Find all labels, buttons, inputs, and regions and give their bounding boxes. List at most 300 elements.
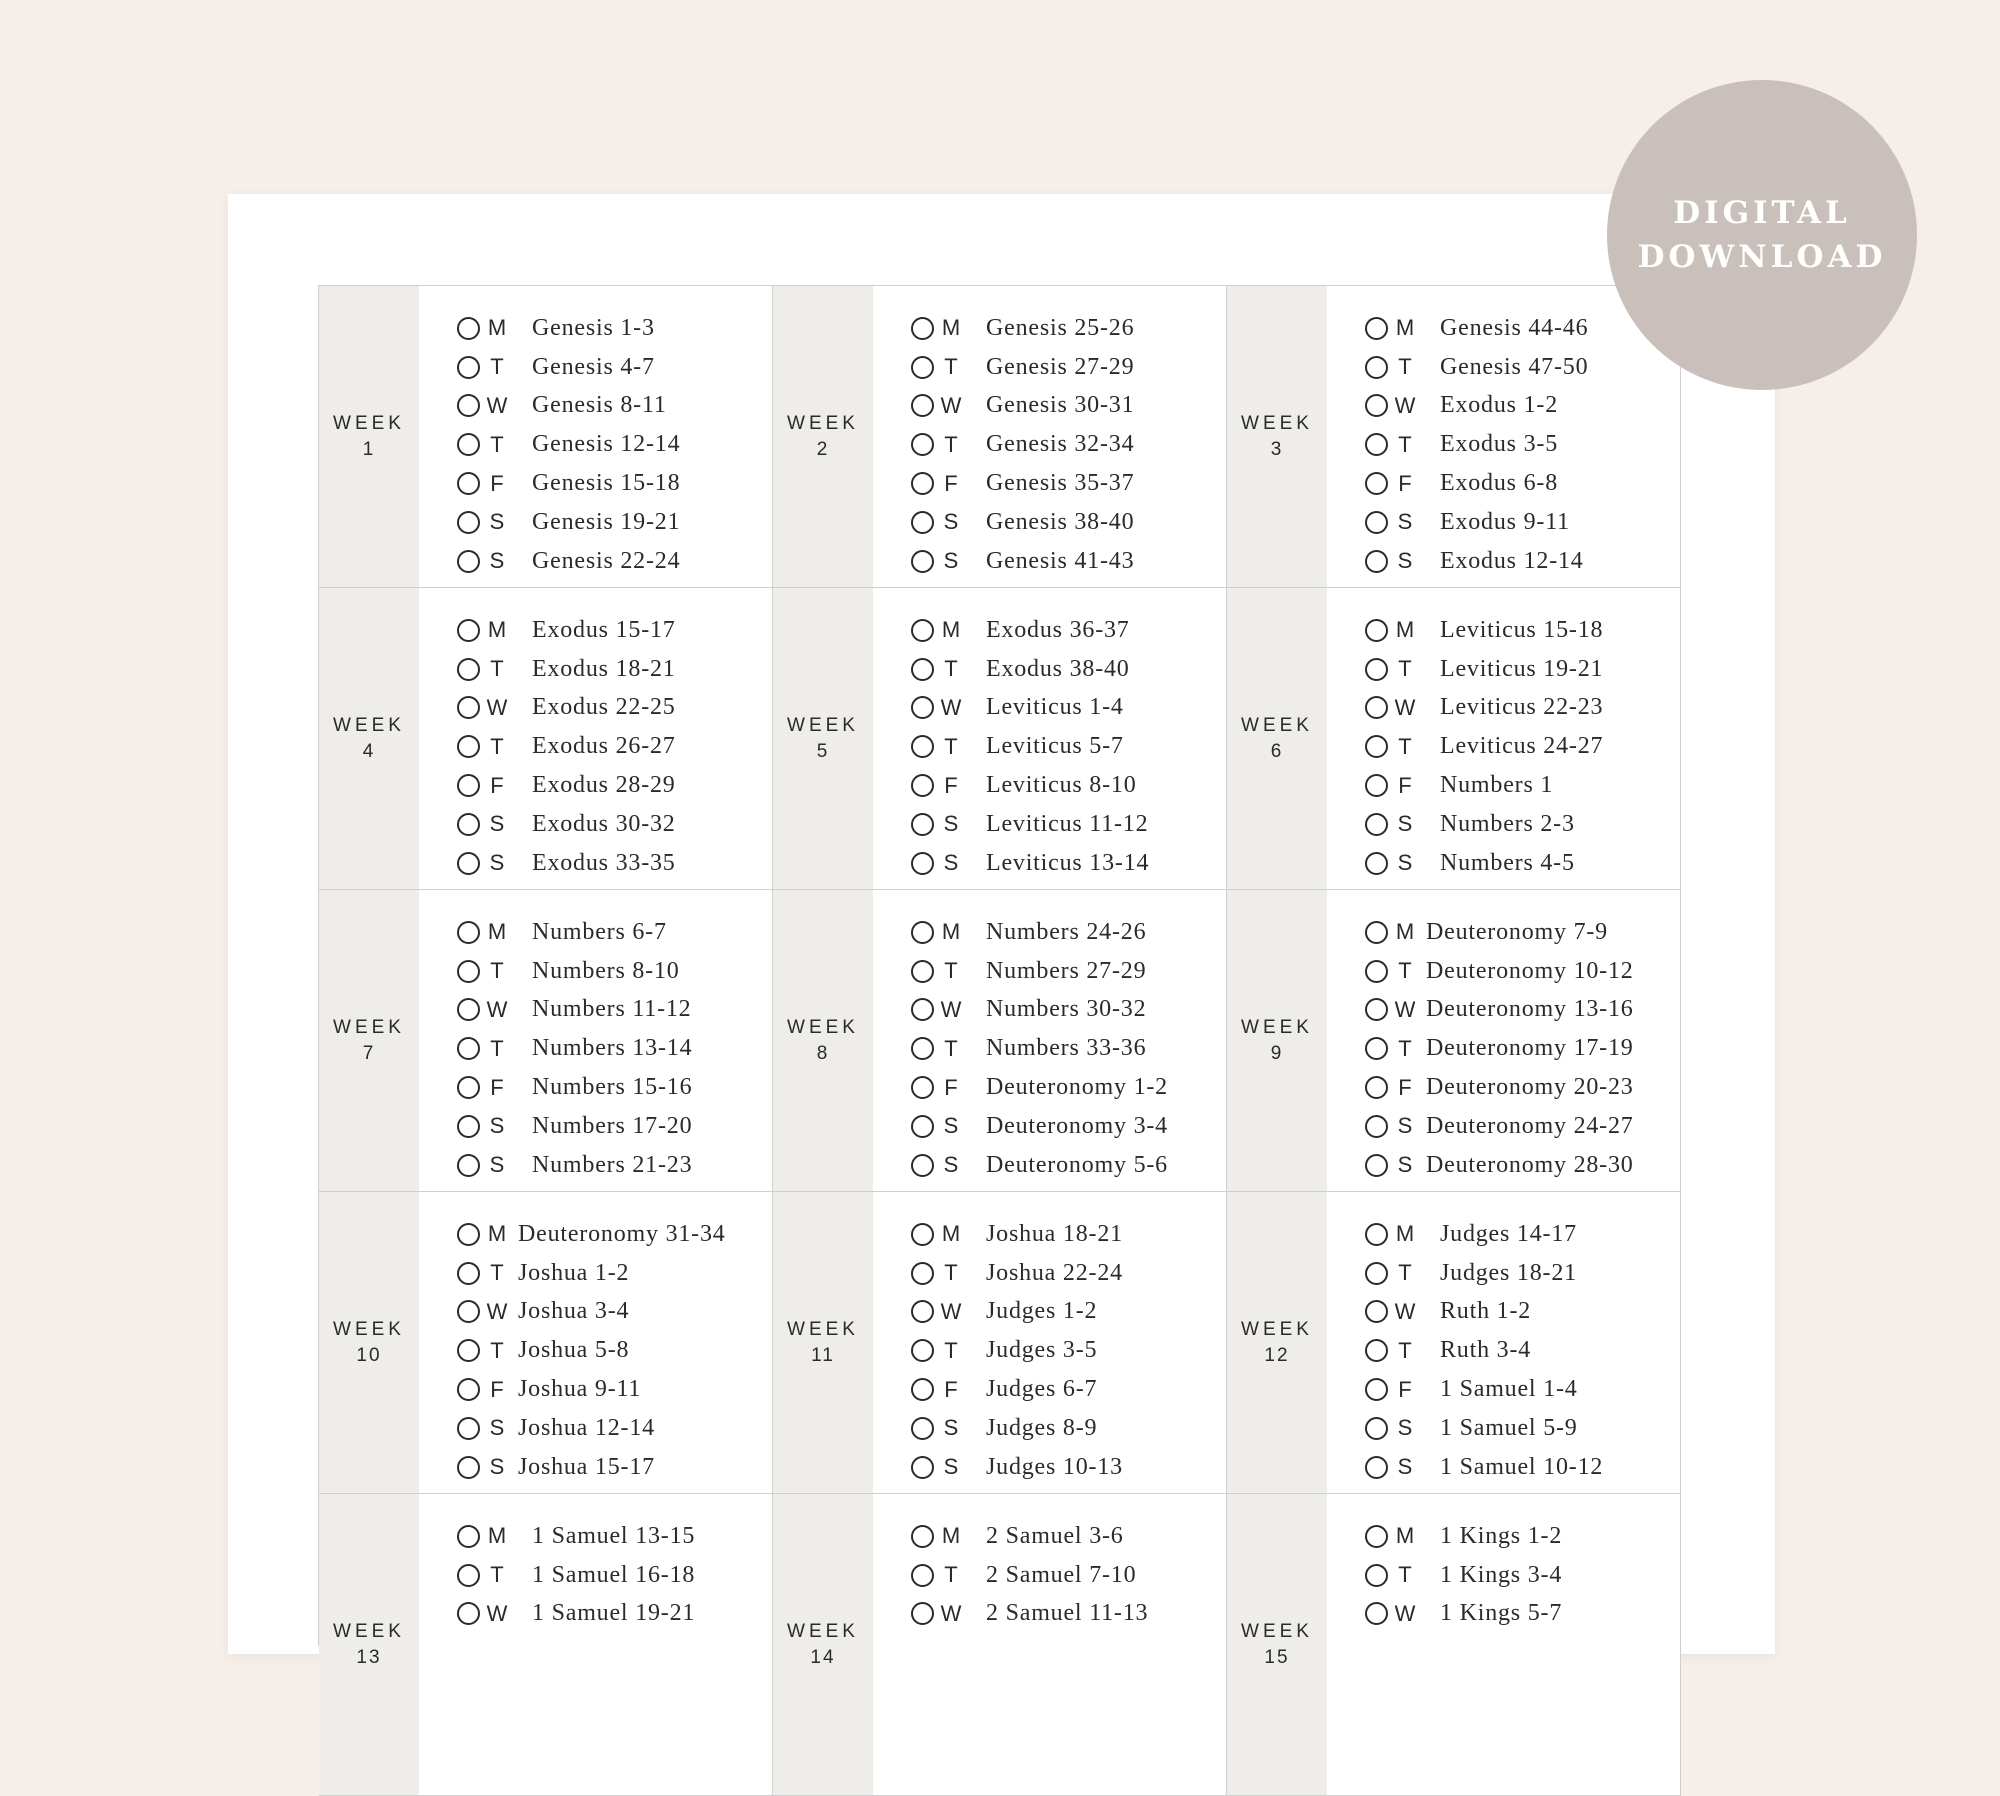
- checkbox-circle-icon[interactable]: [457, 696, 480, 719]
- reading-passage: Leviticus 15-18: [1440, 616, 1604, 643]
- day-row: [911, 1068, 1226, 1107]
- day-letter: T: [490, 354, 504, 380]
- day-row: [1365, 348, 1680, 387]
- day-letter: S: [489, 548, 505, 574]
- day-letter: W: [486, 1298, 508, 1324]
- day-row: [1365, 1254, 1680, 1293]
- checkbox-circle-icon[interactable]: [911, 960, 934, 983]
- day-row: [457, 844, 772, 883]
- day-letter: S: [1397, 548, 1413, 574]
- day-letter: S: [489, 850, 505, 876]
- checkbox-circle-icon[interactable]: [457, 1339, 480, 1362]
- day-letter: T: [1398, 431, 1412, 457]
- reading-passage: Judges 14-17: [1440, 1220, 1577, 1247]
- week-number: 15: [1264, 1646, 1290, 1668]
- reading-passage: Joshua 1-2: [518, 1259, 630, 1286]
- day-row: [1365, 542, 1680, 581]
- day-row: [457, 1517, 772, 1556]
- week-number: 9: [1270, 1042, 1284, 1064]
- day-letter: F: [490, 1376, 504, 1402]
- day-letter: S: [489, 811, 505, 837]
- day-letter: M: [1395, 1221, 1415, 1247]
- reading-passage: 1 Samuel 19-21: [532, 1600, 696, 1627]
- day-letter: M: [1395, 315, 1415, 341]
- week-label-text: WEEK: [333, 1016, 405, 1038]
- day-row: [911, 309, 1226, 348]
- reading-plan-grid: [318, 285, 1683, 1668]
- week-number: 2: [816, 438, 830, 460]
- day-row: [911, 503, 1226, 542]
- day-letter: M: [941, 617, 961, 643]
- day-row: [457, 1215, 772, 1254]
- checkbox-circle-icon[interactable]: [911, 735, 934, 758]
- reading-passage: Leviticus 19-21: [1440, 655, 1604, 682]
- checkbox-circle-icon[interactable]: [1365, 550, 1388, 573]
- checkbox-circle-icon[interactable]: [1365, 1037, 1388, 1060]
- week-cell: [1227, 1494, 1681, 1796]
- day-letter: M: [941, 315, 961, 341]
- day-row: [457, 805, 772, 844]
- day-list: [1327, 1494, 1680, 1795]
- day-letter: T: [490, 1337, 504, 1363]
- checkbox-circle-icon[interactable]: [1365, 813, 1388, 836]
- week-number: 4: [362, 740, 376, 762]
- day-row: [911, 1595, 1226, 1634]
- reading-passage: Leviticus 24-27: [1440, 733, 1604, 760]
- checkbox-circle-icon[interactable]: [1365, 511, 1388, 534]
- week-cell: [319, 588, 773, 890]
- reading-passage: Leviticus 13-14: [986, 849, 1150, 876]
- day-list: [1327, 1192, 1680, 1493]
- checkbox-circle-icon[interactable]: [1365, 852, 1388, 875]
- badge-line-2: DOWNLOAD: [1637, 239, 1887, 275]
- day-row: [911, 805, 1226, 844]
- day-letter: T: [490, 656, 504, 682]
- week-label-text: WEEK: [333, 412, 405, 434]
- reading-passage: Exodus 12-14: [1440, 547, 1584, 574]
- checkbox-circle-icon[interactable]: [457, 774, 480, 797]
- day-letter: T: [944, 354, 958, 380]
- checkbox-circle-icon[interactable]: [911, 550, 934, 573]
- day-row: [1365, 387, 1680, 426]
- reading-passage: Genesis 47-50: [1440, 353, 1589, 380]
- reading-passage: Ruth 3-4: [1440, 1337, 1532, 1364]
- day-letter: S: [489, 1113, 505, 1139]
- checkbox-circle-icon[interactable]: [1365, 1525, 1388, 1548]
- day-letter: T: [944, 733, 958, 759]
- day-letter: M: [1395, 1523, 1415, 1549]
- checkbox-circle-icon[interactable]: [911, 1262, 934, 1285]
- day-row: [911, 1254, 1226, 1293]
- reading-passage: Genesis 41-43: [986, 547, 1135, 574]
- checkbox-circle-icon[interactable]: [457, 813, 480, 836]
- checkbox-circle-icon[interactable]: [911, 921, 934, 944]
- reading-passage: Joshua 5-8: [518, 1337, 630, 1364]
- week-cell: [1227, 588, 1681, 890]
- day-row: [1365, 727, 1680, 766]
- reading-passage: 2 Samuel 7-10: [986, 1561, 1137, 1588]
- day-row: [457, 766, 772, 805]
- checkbox-circle-icon[interactable]: [457, 1525, 480, 1548]
- day-letter: S: [943, 548, 959, 574]
- reading-passage: 1 Samuel 1-4: [1440, 1376, 1578, 1403]
- week-label-text: WEEK: [787, 714, 859, 736]
- week-label-text: WEEK: [1241, 412, 1313, 434]
- checkbox-circle-icon[interactable]: [457, 433, 480, 456]
- week-label-text: WEEK: [1241, 714, 1313, 736]
- day-row: [911, 991, 1226, 1030]
- checkbox-circle-icon[interactable]: [911, 511, 934, 534]
- day-letter: M: [487, 1221, 507, 1247]
- checkbox-circle-icon[interactable]: [911, 1300, 934, 1323]
- reading-passage: Numbers 2-3: [1440, 810, 1575, 837]
- checkbox-circle-icon[interactable]: [1365, 472, 1388, 495]
- day-letter: W: [486, 392, 508, 418]
- day-row: [911, 1370, 1226, 1409]
- day-list: [873, 588, 1226, 889]
- day-row: [1365, 503, 1680, 542]
- checkbox-circle-icon[interactable]: [911, 998, 934, 1021]
- checkbox-circle-icon[interactable]: [457, 1456, 480, 1479]
- day-row: [1365, 1331, 1680, 1370]
- week-label: [1227, 1192, 1327, 1493]
- reading-passage: Joshua 3-4: [518, 1298, 630, 1325]
- day-letter: M: [487, 617, 507, 643]
- day-letter: T: [1398, 1260, 1412, 1286]
- reading-passage: Numbers 1: [1440, 772, 1554, 799]
- checkbox-circle-icon[interactable]: [1365, 658, 1388, 681]
- day-row: [457, 913, 772, 952]
- day-row: [911, 542, 1226, 581]
- week-number: 6: [1270, 740, 1284, 762]
- checkbox-circle-icon[interactable]: [457, 1564, 480, 1587]
- day-row: [457, 1029, 772, 1068]
- checkbox-circle-icon[interactable]: [911, 1223, 934, 1246]
- day-row: [457, 1448, 772, 1487]
- reading-passage: 2 Samuel 3-6: [986, 1522, 1124, 1549]
- day-letter: T: [1398, 733, 1412, 759]
- week-cell: [773, 286, 1227, 588]
- reading-passage: Genesis 15-18: [532, 470, 681, 497]
- reading-passage: 1 Samuel 16-18: [532, 1561, 696, 1588]
- checkbox-circle-icon[interactable]: [911, 1378, 934, 1401]
- reading-passage: Genesis 38-40: [986, 508, 1135, 535]
- day-row: [457, 1331, 772, 1370]
- checkbox-circle-icon[interactable]: [911, 1564, 934, 1587]
- checkbox-circle-icon[interactable]: [911, 1154, 934, 1177]
- checkbox-circle-icon[interactable]: [457, 356, 480, 379]
- checkbox-circle-icon[interactable]: [1365, 1378, 1388, 1401]
- checkbox-circle-icon[interactable]: [911, 1525, 934, 1548]
- reading-passage: Genesis 12-14: [532, 431, 681, 458]
- reading-passage: Genesis 8-11: [532, 392, 667, 419]
- checkbox-circle-icon[interactable]: [457, 1154, 480, 1177]
- week-label-text: WEEK: [1241, 1016, 1313, 1038]
- checkbox-circle-icon[interactable]: [457, 1223, 480, 1246]
- day-row: [457, 464, 772, 503]
- checkbox-circle-icon[interactable]: [1365, 774, 1388, 797]
- reading-passage: Exodus 3-5: [1440, 431, 1558, 458]
- checkbox-circle-icon[interactable]: [911, 1076, 934, 1099]
- digital-download-badge: [1607, 80, 1917, 390]
- checkbox-circle-icon[interactable]: [1365, 1076, 1388, 1099]
- day-row: [457, 1068, 772, 1107]
- week-number: 8: [816, 1042, 830, 1064]
- checkbox-circle-icon[interactable]: [911, 813, 934, 836]
- badge-line-1: DIGITAL: [1673, 195, 1851, 231]
- checkbox-circle-icon[interactable]: [1365, 1154, 1388, 1177]
- reading-passage: Genesis 19-21: [532, 508, 681, 535]
- reading-passage: Leviticus 22-23: [1440, 694, 1604, 721]
- day-row: [911, 766, 1226, 805]
- day-row: [1365, 1448, 1680, 1487]
- checkbox-circle-icon[interactable]: [1365, 1300, 1388, 1323]
- checkbox-circle-icon[interactable]: [457, 1037, 480, 1060]
- day-row: [1365, 1146, 1680, 1185]
- day-row: [911, 650, 1226, 689]
- day-row: [911, 1331, 1226, 1370]
- reading-passage: Numbers 15-16: [532, 1074, 693, 1101]
- reading-passage: Numbers 33-36: [986, 1035, 1147, 1062]
- day-row: [1365, 1029, 1680, 1068]
- checkbox-circle-icon[interactable]: [1365, 696, 1388, 719]
- day-letter: T: [1398, 1337, 1412, 1363]
- reading-passage: Numbers 13-14: [532, 1035, 693, 1062]
- reading-passage: 1 Samuel 13-15: [532, 1522, 696, 1549]
- reading-passage: Joshua 22-24: [986, 1259, 1123, 1286]
- checkbox-circle-icon[interactable]: [457, 921, 480, 944]
- week-number: 1: [362, 438, 376, 460]
- week-cell: [319, 890, 773, 1192]
- day-row: [457, 611, 772, 650]
- reading-passage: Numbers 11-12: [532, 996, 692, 1023]
- reading-passage: Exodus 22-25: [532, 694, 676, 721]
- checkbox-circle-icon[interactable]: [1365, 1417, 1388, 1440]
- day-row: [911, 913, 1226, 952]
- reading-passage: Genesis 35-37: [986, 470, 1135, 497]
- day-letter: T: [490, 1562, 504, 1588]
- day-row: [457, 727, 772, 766]
- checkbox-circle-icon[interactable]: [911, 433, 934, 456]
- checkbox-circle-icon[interactable]: [911, 472, 934, 495]
- checkbox-circle-icon[interactable]: [1365, 998, 1388, 1021]
- day-letter: T: [944, 656, 958, 682]
- reading-passage: Exodus 18-21: [532, 655, 676, 682]
- reading-passage: Deuteronomy 1-2: [986, 1074, 1168, 1101]
- checkbox-circle-icon[interactable]: [457, 852, 480, 875]
- day-row: [457, 1409, 772, 1448]
- week-cell: [1227, 890, 1681, 1192]
- checkbox-circle-icon[interactable]: [911, 1602, 934, 1625]
- checkbox-circle-icon[interactable]: [911, 1456, 934, 1479]
- day-letter: T: [944, 958, 958, 984]
- day-row: [911, 952, 1226, 991]
- day-letter: T: [944, 1562, 958, 1588]
- day-row: [911, 348, 1226, 387]
- checkbox-circle-icon[interactable]: [1365, 356, 1388, 379]
- day-row: [457, 1293, 772, 1332]
- reading-passage: Judges 6-7: [986, 1376, 1098, 1403]
- day-row: [911, 1556, 1226, 1595]
- reading-passage: 1 Samuel 5-9: [1440, 1414, 1578, 1441]
- checkbox-circle-icon[interactable]: [457, 658, 480, 681]
- reading-passage: 2 Samuel 11-13: [986, 1600, 1149, 1627]
- day-row: [1365, 1068, 1680, 1107]
- day-row: [1365, 650, 1680, 689]
- checkbox-circle-icon[interactable]: [457, 735, 480, 758]
- day-list: [1327, 588, 1680, 889]
- day-row: [457, 991, 772, 1030]
- checkbox-circle-icon[interactable]: [911, 696, 934, 719]
- checkbox-circle-icon[interactable]: [1365, 1456, 1388, 1479]
- checkbox-circle-icon[interactable]: [457, 317, 480, 340]
- checkbox-circle-icon[interactable]: [1365, 921, 1388, 944]
- checkbox-circle-icon[interactable]: [457, 619, 480, 642]
- reading-passage: Deuteronomy 28-30: [1426, 1151, 1634, 1178]
- checkbox-circle-icon[interactable]: [911, 317, 934, 340]
- checkbox-circle-icon[interactable]: [457, 1300, 480, 1323]
- checkbox-circle-icon[interactable]: [457, 550, 480, 573]
- day-letter: M: [487, 919, 507, 945]
- reading-passage: Leviticus 11-12: [986, 810, 1149, 837]
- checkbox-circle-icon[interactable]: [1365, 1223, 1388, 1246]
- checkbox-circle-icon[interactable]: [457, 1262, 480, 1285]
- reading-passage: Joshua 9-11: [518, 1376, 642, 1403]
- day-letter: W: [1394, 392, 1416, 418]
- checkbox-circle-icon[interactable]: [457, 472, 480, 495]
- day-row: [911, 1146, 1226, 1185]
- checkbox-circle-icon[interactable]: [1365, 960, 1388, 983]
- checkbox-circle-icon[interactable]: [911, 1339, 934, 1362]
- reading-passage: Exodus 38-40: [986, 655, 1130, 682]
- reading-passage: Numbers 27-29: [986, 957, 1147, 984]
- reading-passage: Genesis 25-26: [986, 314, 1135, 341]
- checkbox-circle-icon[interactable]: [911, 852, 934, 875]
- day-letter: T: [490, 431, 504, 457]
- week-number: 13: [356, 1646, 382, 1668]
- day-letter: S: [1397, 509, 1413, 535]
- checkbox-circle-icon[interactable]: [457, 1602, 480, 1625]
- checkbox-circle-icon[interactable]: [911, 394, 934, 417]
- checkbox-circle-icon[interactable]: [457, 394, 480, 417]
- checkbox-circle-icon[interactable]: [1365, 1602, 1388, 1625]
- day-row: [457, 1370, 772, 1409]
- reading-passage: Numbers 17-20: [532, 1112, 693, 1139]
- day-row: [457, 348, 772, 387]
- day-row: [911, 1293, 1226, 1332]
- day-list: [419, 1192, 772, 1493]
- day-letter: W: [486, 996, 508, 1022]
- day-row: [911, 727, 1226, 766]
- checkbox-circle-icon[interactable]: [1365, 1339, 1388, 1362]
- day-letter: M: [487, 1523, 507, 1549]
- day-list: [1327, 286, 1680, 587]
- day-row: [911, 1107, 1226, 1146]
- week-cell: [773, 588, 1227, 890]
- checkbox-circle-icon[interactable]: [1365, 394, 1388, 417]
- checkbox-circle-icon[interactable]: [457, 1417, 480, 1440]
- week-label-text: WEEK: [333, 1318, 405, 1340]
- day-letter: T: [944, 1260, 958, 1286]
- week-cell: [773, 890, 1227, 1192]
- reading-passage: Deuteronomy 17-19: [1426, 1035, 1634, 1062]
- day-list: [419, 588, 772, 889]
- week-cell: [773, 1192, 1227, 1494]
- checkbox-circle-icon[interactable]: [457, 1378, 480, 1401]
- week-label: [319, 890, 419, 1191]
- day-row: [1365, 991, 1680, 1030]
- day-list: [419, 890, 772, 1191]
- day-list: [1327, 890, 1680, 1191]
- day-letter: F: [944, 470, 958, 496]
- day-letter: S: [1397, 1454, 1413, 1480]
- checkbox-circle-icon[interactable]: [911, 774, 934, 797]
- week-label-text: WEEK: [787, 1318, 859, 1340]
- reading-passage: Leviticus 8-10: [986, 772, 1137, 799]
- checkbox-circle-icon[interactable]: [457, 511, 480, 534]
- day-letter: S: [943, 509, 959, 535]
- checkbox-circle-icon[interactable]: [1365, 735, 1388, 758]
- week-number: 7: [362, 1042, 376, 1064]
- day-letter: M: [941, 1221, 961, 1247]
- checkbox-circle-icon[interactable]: [457, 1115, 480, 1138]
- day-row: [1365, 1409, 1680, 1448]
- week-label: [773, 286, 873, 587]
- reading-passage: Exodus 30-32: [532, 810, 676, 837]
- reading-passage: Joshua 18-21: [986, 1220, 1123, 1247]
- checkbox-circle-icon[interactable]: [457, 998, 480, 1021]
- reading-passage: Deuteronomy 20-23: [1426, 1074, 1634, 1101]
- day-letter: F: [944, 1074, 958, 1100]
- checkbox-circle-icon[interactable]: [457, 960, 480, 983]
- day-row: [457, 1254, 772, 1293]
- day-letter: T: [1398, 656, 1412, 682]
- day-row: [457, 425, 772, 464]
- checkbox-circle-icon[interactable]: [1365, 1115, 1388, 1138]
- checkbox-circle-icon[interactable]: [911, 1037, 934, 1060]
- checkbox-circle-icon[interactable]: [1365, 619, 1388, 642]
- week-label: [773, 1192, 873, 1493]
- reading-passage: Numbers 21-23: [532, 1151, 693, 1178]
- checkbox-circle-icon[interactable]: [911, 658, 934, 681]
- checkbox-circle-icon[interactable]: [911, 356, 934, 379]
- checkbox-circle-icon[interactable]: [1365, 1564, 1388, 1587]
- day-letter: T: [944, 1035, 958, 1061]
- week-label: [1227, 1494, 1327, 1795]
- reading-passage: Genesis 30-31: [986, 392, 1135, 419]
- day-row: [911, 1029, 1226, 1068]
- week-label: [773, 1494, 873, 1795]
- reading-passage: Deuteronomy 13-16: [1426, 996, 1634, 1023]
- checkbox-circle-icon[interactable]: [1365, 433, 1388, 456]
- day-row: [1365, 1370, 1680, 1409]
- day-row: [1365, 844, 1680, 883]
- week-label-text: WEEK: [333, 714, 405, 736]
- checkbox-circle-icon[interactable]: [457, 1076, 480, 1099]
- day-row: [1365, 913, 1680, 952]
- reading-passage: Judges 1-2: [986, 1298, 1098, 1325]
- checkbox-circle-icon[interactable]: [911, 619, 934, 642]
- checkbox-circle-icon[interactable]: [911, 1115, 934, 1138]
- day-row: [911, 425, 1226, 464]
- reading-passage: Judges 3-5: [986, 1337, 1098, 1364]
- day-list: [873, 1494, 1226, 1795]
- checkbox-circle-icon[interactable]: [911, 1417, 934, 1440]
- day-list: [873, 1192, 1226, 1493]
- checkbox-circle-icon[interactable]: [1365, 1262, 1388, 1285]
- checkbox-circle-icon[interactable]: [1365, 317, 1388, 340]
- day-letter: F: [490, 772, 504, 798]
